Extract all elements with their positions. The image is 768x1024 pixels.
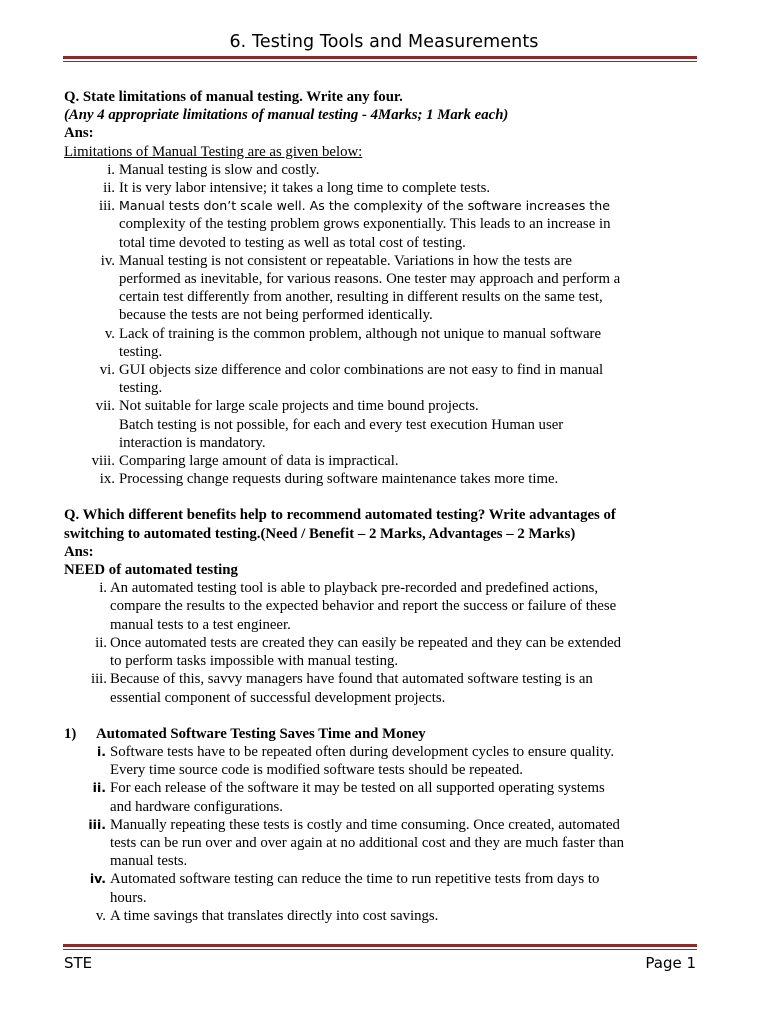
limitation-item-line: testing. xyxy=(119,380,163,397)
advantage-item-text xyxy=(110,743,704,779)
limitation-item-number: iii. xyxy=(98,198,115,215)
limitation-item-line: Not suitable for large scale projects and time bound projects. xyxy=(119,398,479,415)
advantage-item-number: v. xyxy=(95,907,106,924)
limitation-item-line: performed as inevitable, for various reasons. One tester may approach and perform a xyxy=(119,271,621,288)
header-rule-thick xyxy=(63,56,697,59)
limitation-item-number: v. xyxy=(104,325,115,342)
q1-question: Q. State limitations of manual testing. Write any four. xyxy=(64,89,403,105)
limitation-item-line: Processing change requests during software maintenance takes more time. xyxy=(119,471,559,488)
need-item-line: Because of this, savvy managers have found that automated software testing is an xyxy=(110,671,593,688)
footer-rule-thin xyxy=(63,949,697,950)
limitation-item-text xyxy=(119,161,704,179)
limitation-item xyxy=(64,361,704,397)
limitations-list xyxy=(64,161,704,489)
footer-page-number: Page 1 xyxy=(645,954,696,972)
advantage-item-text xyxy=(110,816,704,871)
advantage-item-line: hours. xyxy=(110,889,147,906)
advantage-item xyxy=(64,816,704,871)
page-header-title: 6. Testing Tools and Measurements xyxy=(229,32,539,52)
needs-list xyxy=(64,579,704,706)
footer-left: STE xyxy=(64,954,93,972)
limitation-item xyxy=(64,397,704,452)
section-number: 1) xyxy=(64,725,77,742)
need-item-line: compare the results to the expected behavior and report the success or failure of these xyxy=(110,598,617,615)
q1-marking-scheme: (Any 4 appropriate limitations of manual testing - 4Marks; 1 Mark each) xyxy=(64,107,509,124)
need-item-text xyxy=(110,670,704,706)
q2-question-line1: Q. Which different benefits help to recommend automated testing? Write advantages of xyxy=(64,507,616,524)
q2-ans-label: Ans: xyxy=(64,543,94,560)
q2-question-line2: switching to automated testing.(Need / Benefit – 2 Marks, Advantages – 2 Marks) xyxy=(64,525,576,542)
limitation-item xyxy=(64,470,704,488)
advantage-item-line: and hardware configurations. xyxy=(110,798,283,815)
limitation-item-line: testing. xyxy=(119,343,163,360)
need-item xyxy=(64,670,704,706)
advantage-item-line: manual tests. xyxy=(110,853,188,870)
limitation-item xyxy=(64,452,704,470)
advantage-item-line: Manually repeating these tests is costly and time consuming. Once created, automated xyxy=(110,816,620,833)
limitation-item-number: vii. xyxy=(95,398,115,415)
limitation-item-line: Manual tests don’t scale well. As the complexity of the software increases the xyxy=(119,198,610,214)
advantage-item-number: ii. xyxy=(92,780,106,796)
limitation-item-text xyxy=(119,470,704,488)
advantage-item-number: iv. xyxy=(89,871,106,887)
need-item-number: iii. xyxy=(90,671,107,688)
advantage-item-number: iii. xyxy=(88,816,106,832)
header-rule-thin xyxy=(63,61,697,62)
need-item-number: ii. xyxy=(95,634,107,651)
limitation-item-line: interaction is mandatory. xyxy=(119,434,266,451)
limitation-item-text xyxy=(119,325,704,361)
limitation-item-text xyxy=(119,197,704,252)
limitation-item-line: complexity of the testing problem grows exponentially. This leads to an increase in xyxy=(119,216,611,233)
advantage-item-line: Software tests have to be repeated often during development cycles to ensure quality. xyxy=(110,743,615,760)
advantage-item-text xyxy=(110,779,704,815)
advantage-item xyxy=(64,743,704,779)
q1-intro: Limitations of Manual Testing are as given below: xyxy=(64,143,363,160)
limitation-item-line: Manual testing is not consistent or repeatable. Variations in how the tests are xyxy=(119,252,572,269)
limitation-item-line: It is very labor intensive; it takes a long time to complete tests. xyxy=(119,180,491,197)
need-item-line: An automated testing tool is able to playback pre-recorded and predefined actions, xyxy=(110,580,599,597)
page-content xyxy=(64,88,704,925)
limitation-item xyxy=(64,325,704,361)
limitation-item-line: because the tests are not being performed identically. xyxy=(119,307,433,324)
need-item-line: manual tests to a test engineer. xyxy=(110,616,291,633)
limitation-item-text xyxy=(119,397,704,452)
limitation-item xyxy=(64,252,704,325)
limitation-item-line: Batch testing is not possible, for each and every test execution Human user xyxy=(119,416,564,433)
limitation-item xyxy=(64,197,704,252)
limitation-item-number: iv. xyxy=(100,252,115,269)
advantage-item-line: For each release of the software it may be tested on all supported operating systems xyxy=(110,780,605,797)
limitation-item-number: ii. xyxy=(103,180,115,197)
advantage-item-line: Automated software testing can reduce the time to run repetitive tests from days to xyxy=(110,871,600,888)
limitation-item-line: certain test differently from another, resulting in different results on the same test, xyxy=(119,289,603,306)
limitation-item-text xyxy=(119,252,704,325)
section-heading xyxy=(64,725,704,743)
advantage-item-number: i. xyxy=(96,743,106,759)
limitation-item-number: ix. xyxy=(99,471,115,488)
need-item-line: to perform tasks impossible with manual testing. xyxy=(110,653,399,670)
limitation-item-line: Manual testing is slow and costly. xyxy=(119,161,320,178)
limitation-item-text xyxy=(119,361,704,397)
advantage-item xyxy=(64,907,704,925)
advantage-item xyxy=(64,870,704,906)
need-item-text xyxy=(110,579,704,634)
q1-ans-label: Ans: xyxy=(64,125,94,142)
limitation-item xyxy=(64,179,704,197)
limitation-item-number: viii. xyxy=(91,453,115,470)
advantage-item-line: Every time source code is modified software tests should be repeated. xyxy=(110,762,523,779)
need-item-line: essential component of successful development projects. xyxy=(110,689,446,706)
need-item xyxy=(64,634,704,670)
need-item xyxy=(64,579,704,634)
limitation-item-number: vi. xyxy=(99,362,115,379)
need-item-line: Once automated tests are created they can easily be repeated and they can be extended xyxy=(110,634,622,651)
advantage-item-line: tests can be run over and over again at no additional cost and they are much faster than xyxy=(110,834,625,851)
need-item-text xyxy=(110,634,704,670)
limitation-item-line: GUI objects size difference and color combinations are not easy to find in manual xyxy=(119,362,604,379)
footer-rule-thick xyxy=(63,944,697,947)
limitation-item-number: i. xyxy=(107,161,115,178)
section-title: Automated Software Testing Saves Time and Money xyxy=(96,725,426,742)
limitation-item-text xyxy=(119,452,704,470)
section-items-list xyxy=(64,743,704,925)
limitation-item-text xyxy=(119,179,704,197)
limitation-item-line: Comparing large amount of data is impractical. xyxy=(119,453,399,470)
limitation-item xyxy=(64,161,704,179)
need-heading: NEED of automated testing xyxy=(64,562,238,579)
advantage-item-text xyxy=(110,870,704,906)
advantage-item-line: A time savings that translates directly into cost savings. xyxy=(110,907,439,924)
advantage-item-text xyxy=(110,907,704,925)
limitation-item-line: total time devoted to testing as well as total cost of testing. xyxy=(119,234,466,251)
limitation-item-line: Lack of training is the common problem, although not unique to manual software xyxy=(119,325,602,342)
advantage-item xyxy=(64,779,704,815)
need-item-number: i. xyxy=(99,580,107,597)
